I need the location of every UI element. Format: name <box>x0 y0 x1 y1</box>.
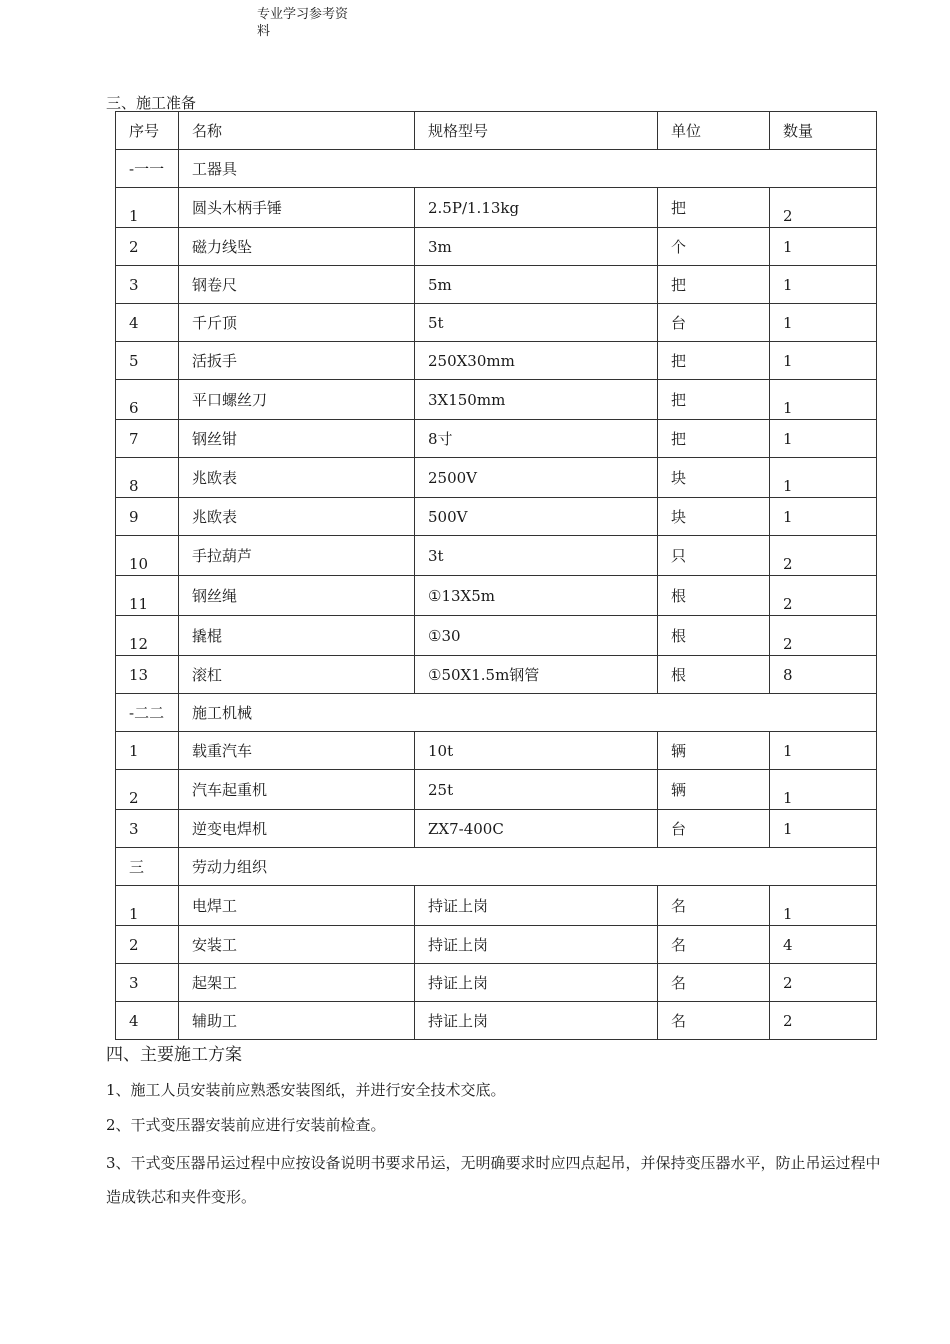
no-cell: 10 <box>116 536 179 576</box>
table-row <box>116 616 877 656</box>
equipment-table <box>115 111 877 1040</box>
table-row <box>116 498 877 536</box>
table-row <box>116 536 877 576</box>
unit-cell: 根 <box>658 576 770 616</box>
name-cell: 安装工 <box>179 926 415 964</box>
no-cell: 1 <box>116 188 179 228</box>
name-cell: 钢丝钳 <box>179 420 415 458</box>
qty-cell: 1 <box>770 420 877 458</box>
table-group-row <box>116 150 877 188</box>
table-row <box>116 420 877 458</box>
no-cell: 1 <box>116 732 179 770</box>
unit-cell: 把 <box>658 188 770 228</box>
page-header <box>257 6 367 40</box>
name-cell: 钢卷尺 <box>179 266 415 304</box>
unit-cell: 辆 <box>658 732 770 770</box>
spec-cell: 500V <box>415 498 658 536</box>
paragraph-3: 3、干式变压器吊运过程中应按设备说明书要求吊运，无明确要求时应四点起吊，并保持变压器水平，防止吊运过程中造成铁芯和夹件变形。 <box>106 1154 881 1206</box>
unit-cell: 只 <box>658 536 770 576</box>
table-body <box>116 150 877 1040</box>
name-cell: 兆欧表 <box>179 498 415 536</box>
name-cell: 手拉葫芦 <box>179 536 415 576</box>
no-cell: 7 <box>116 420 179 458</box>
no-cell: 2 <box>116 770 179 810</box>
header-line-2: 料 <box>257 24 271 39</box>
unit-cell: 辆 <box>658 770 770 810</box>
table-header-row <box>116 112 877 150</box>
no-cell: 12 <box>116 616 179 656</box>
spec-cell: 持证上岗 <box>415 886 658 926</box>
table-row <box>116 228 877 266</box>
group-no-cell: 三 <box>116 848 179 886</box>
qty-cell: 2 <box>770 616 877 656</box>
unit-cell: 块 <box>658 498 770 536</box>
spec-cell: 3t <box>415 536 658 576</box>
spec-cell: ①30 <box>415 616 658 656</box>
header-qty: 数量 <box>770 112 877 150</box>
spec-cell: 8寸 <box>415 420 658 458</box>
no-cell: 4 <box>116 304 179 342</box>
section-4-title: 四、主要施工方案 <box>106 1045 242 1065</box>
group-name-cell: 工器具 <box>179 150 877 188</box>
name-cell: 载重汽车 <box>179 732 415 770</box>
header-name: 名称 <box>179 112 415 150</box>
header-line-1: 专业学习参考资 <box>257 7 349 22</box>
qty-cell: 1 <box>770 380 877 420</box>
name-cell: 磁力线坠 <box>179 228 415 266</box>
table-row <box>116 188 877 228</box>
unit-cell: 把 <box>658 420 770 458</box>
name-cell: 电焊工 <box>179 886 415 926</box>
table-row <box>116 304 877 342</box>
table-row <box>116 576 877 616</box>
no-cell: 8 <box>116 458 179 498</box>
no-cell: 13 <box>116 656 179 694</box>
spec-cell: 持证上岗 <box>415 964 658 1002</box>
qty-cell: 1 <box>770 498 877 536</box>
unit-cell: 名 <box>658 964 770 1002</box>
no-cell: 2 <box>116 228 179 266</box>
qty-cell: 8 <box>770 656 877 694</box>
table-row <box>116 380 877 420</box>
qty-cell: 4 <box>770 926 877 964</box>
spec-cell: ZX7-400C <box>415 810 658 848</box>
qty-cell: 2 <box>770 536 877 576</box>
name-cell: 千斤顶 <box>179 304 415 342</box>
qty-cell: 1 <box>770 732 877 770</box>
qty-cell: 2 <box>770 576 877 616</box>
no-cell: 3 <box>116 810 179 848</box>
table-row <box>116 656 877 694</box>
name-cell: 逆变电焊机 <box>179 810 415 848</box>
no-cell: 3 <box>116 266 179 304</box>
qty-cell: 1 <box>770 886 877 926</box>
qty-cell: 1 <box>770 266 877 304</box>
unit-cell: 把 <box>658 266 770 304</box>
name-cell: 起架工 <box>179 964 415 1002</box>
name-cell: 汽车起重机 <box>179 770 415 810</box>
qty-cell: 2 <box>770 188 877 228</box>
table-row <box>116 342 877 380</box>
group-name-cell: 施工机械 <box>179 694 877 732</box>
group-name-cell: 劳动力组织 <box>179 848 877 886</box>
spec-cell: 250X30mm <box>415 342 658 380</box>
table-group-row <box>116 848 877 886</box>
spec-cell: 10t <box>415 732 658 770</box>
qty-cell: 1 <box>770 228 877 266</box>
unit-cell: 名 <box>658 926 770 964</box>
qty-cell: 1 <box>770 342 877 380</box>
name-cell: 撬棍 <box>179 616 415 656</box>
name-cell: 兆欧表 <box>179 458 415 498</box>
no-cell: 6 <box>116 380 179 420</box>
table-row <box>116 810 877 848</box>
unit-cell: 块 <box>658 458 770 498</box>
table-row <box>116 266 877 304</box>
spec-cell: 持证上岗 <box>415 926 658 964</box>
header-no: 序号 <box>116 112 179 150</box>
table-group-row <box>116 694 877 732</box>
spec-cell: 5t <box>415 304 658 342</box>
paragraph-2: 2、干式变压器安装前应进行安装前检查。 <box>106 1116 386 1134</box>
qty-cell: 1 <box>770 458 877 498</box>
spec-cell: ①13X5m <box>415 576 658 616</box>
header-spec: 规格型号 <box>415 112 658 150</box>
unit-cell: 个 <box>658 228 770 266</box>
no-cell: 9 <box>116 498 179 536</box>
spec-cell: 持证上岗 <box>415 1002 658 1040</box>
unit-cell: 把 <box>658 342 770 380</box>
name-cell: 滚杠 <box>179 656 415 694</box>
qty-cell: 1 <box>770 770 877 810</box>
table-row <box>116 1002 877 1040</box>
unit-cell: 台 <box>658 810 770 848</box>
name-cell: 辅助工 <box>179 1002 415 1040</box>
no-cell: 3 <box>116 964 179 1002</box>
name-cell: 钢丝绳 <box>179 576 415 616</box>
spec-cell: 3X150mm <box>415 380 658 420</box>
qty-cell: 1 <box>770 304 877 342</box>
name-cell: 平口螺丝刀 <box>179 380 415 420</box>
table-row <box>116 886 877 926</box>
unit-cell: 名 <box>658 1002 770 1040</box>
qty-cell: 2 <box>770 964 877 1002</box>
paragraph-1: 1、施工人员安装前应熟悉安装图纸，并进行安全技术交底。 <box>106 1081 506 1099</box>
spec-cell: 25t <box>415 770 658 810</box>
no-cell: 11 <box>116 576 179 616</box>
spec-cell: 2500V <box>415 458 658 498</box>
table-row <box>116 770 877 810</box>
name-cell: 活扳手 <box>179 342 415 380</box>
unit-cell: 台 <box>658 304 770 342</box>
header-unit: 单位 <box>658 112 770 150</box>
group-no-cell: -二二 <box>116 694 179 732</box>
no-cell: 4 <box>116 1002 179 1040</box>
qty-cell: 2 <box>770 1002 877 1040</box>
table-row <box>116 964 877 1002</box>
table-row <box>116 458 877 498</box>
spec-cell: 2.5P/1.13kg <box>415 188 658 228</box>
name-cell: 圆头木柄手锤 <box>179 188 415 228</box>
spec-cell: ①50X1.5m钢管 <box>415 656 658 694</box>
unit-cell: 根 <box>658 656 770 694</box>
unit-cell: 根 <box>658 616 770 656</box>
section-3-title: 三、施工准备 <box>106 94 197 112</box>
unit-cell: 名 <box>658 886 770 926</box>
qty-cell: 1 <box>770 810 877 848</box>
no-cell: 5 <box>116 342 179 380</box>
spec-cell: 3m <box>415 228 658 266</box>
no-cell: 1 <box>116 886 179 926</box>
spec-cell: 5m <box>415 266 658 304</box>
table-row <box>116 732 877 770</box>
table-row <box>116 926 877 964</box>
no-cell: 2 <box>116 926 179 964</box>
unit-cell: 把 <box>658 380 770 420</box>
group-no-cell: -一一 <box>116 150 179 188</box>
